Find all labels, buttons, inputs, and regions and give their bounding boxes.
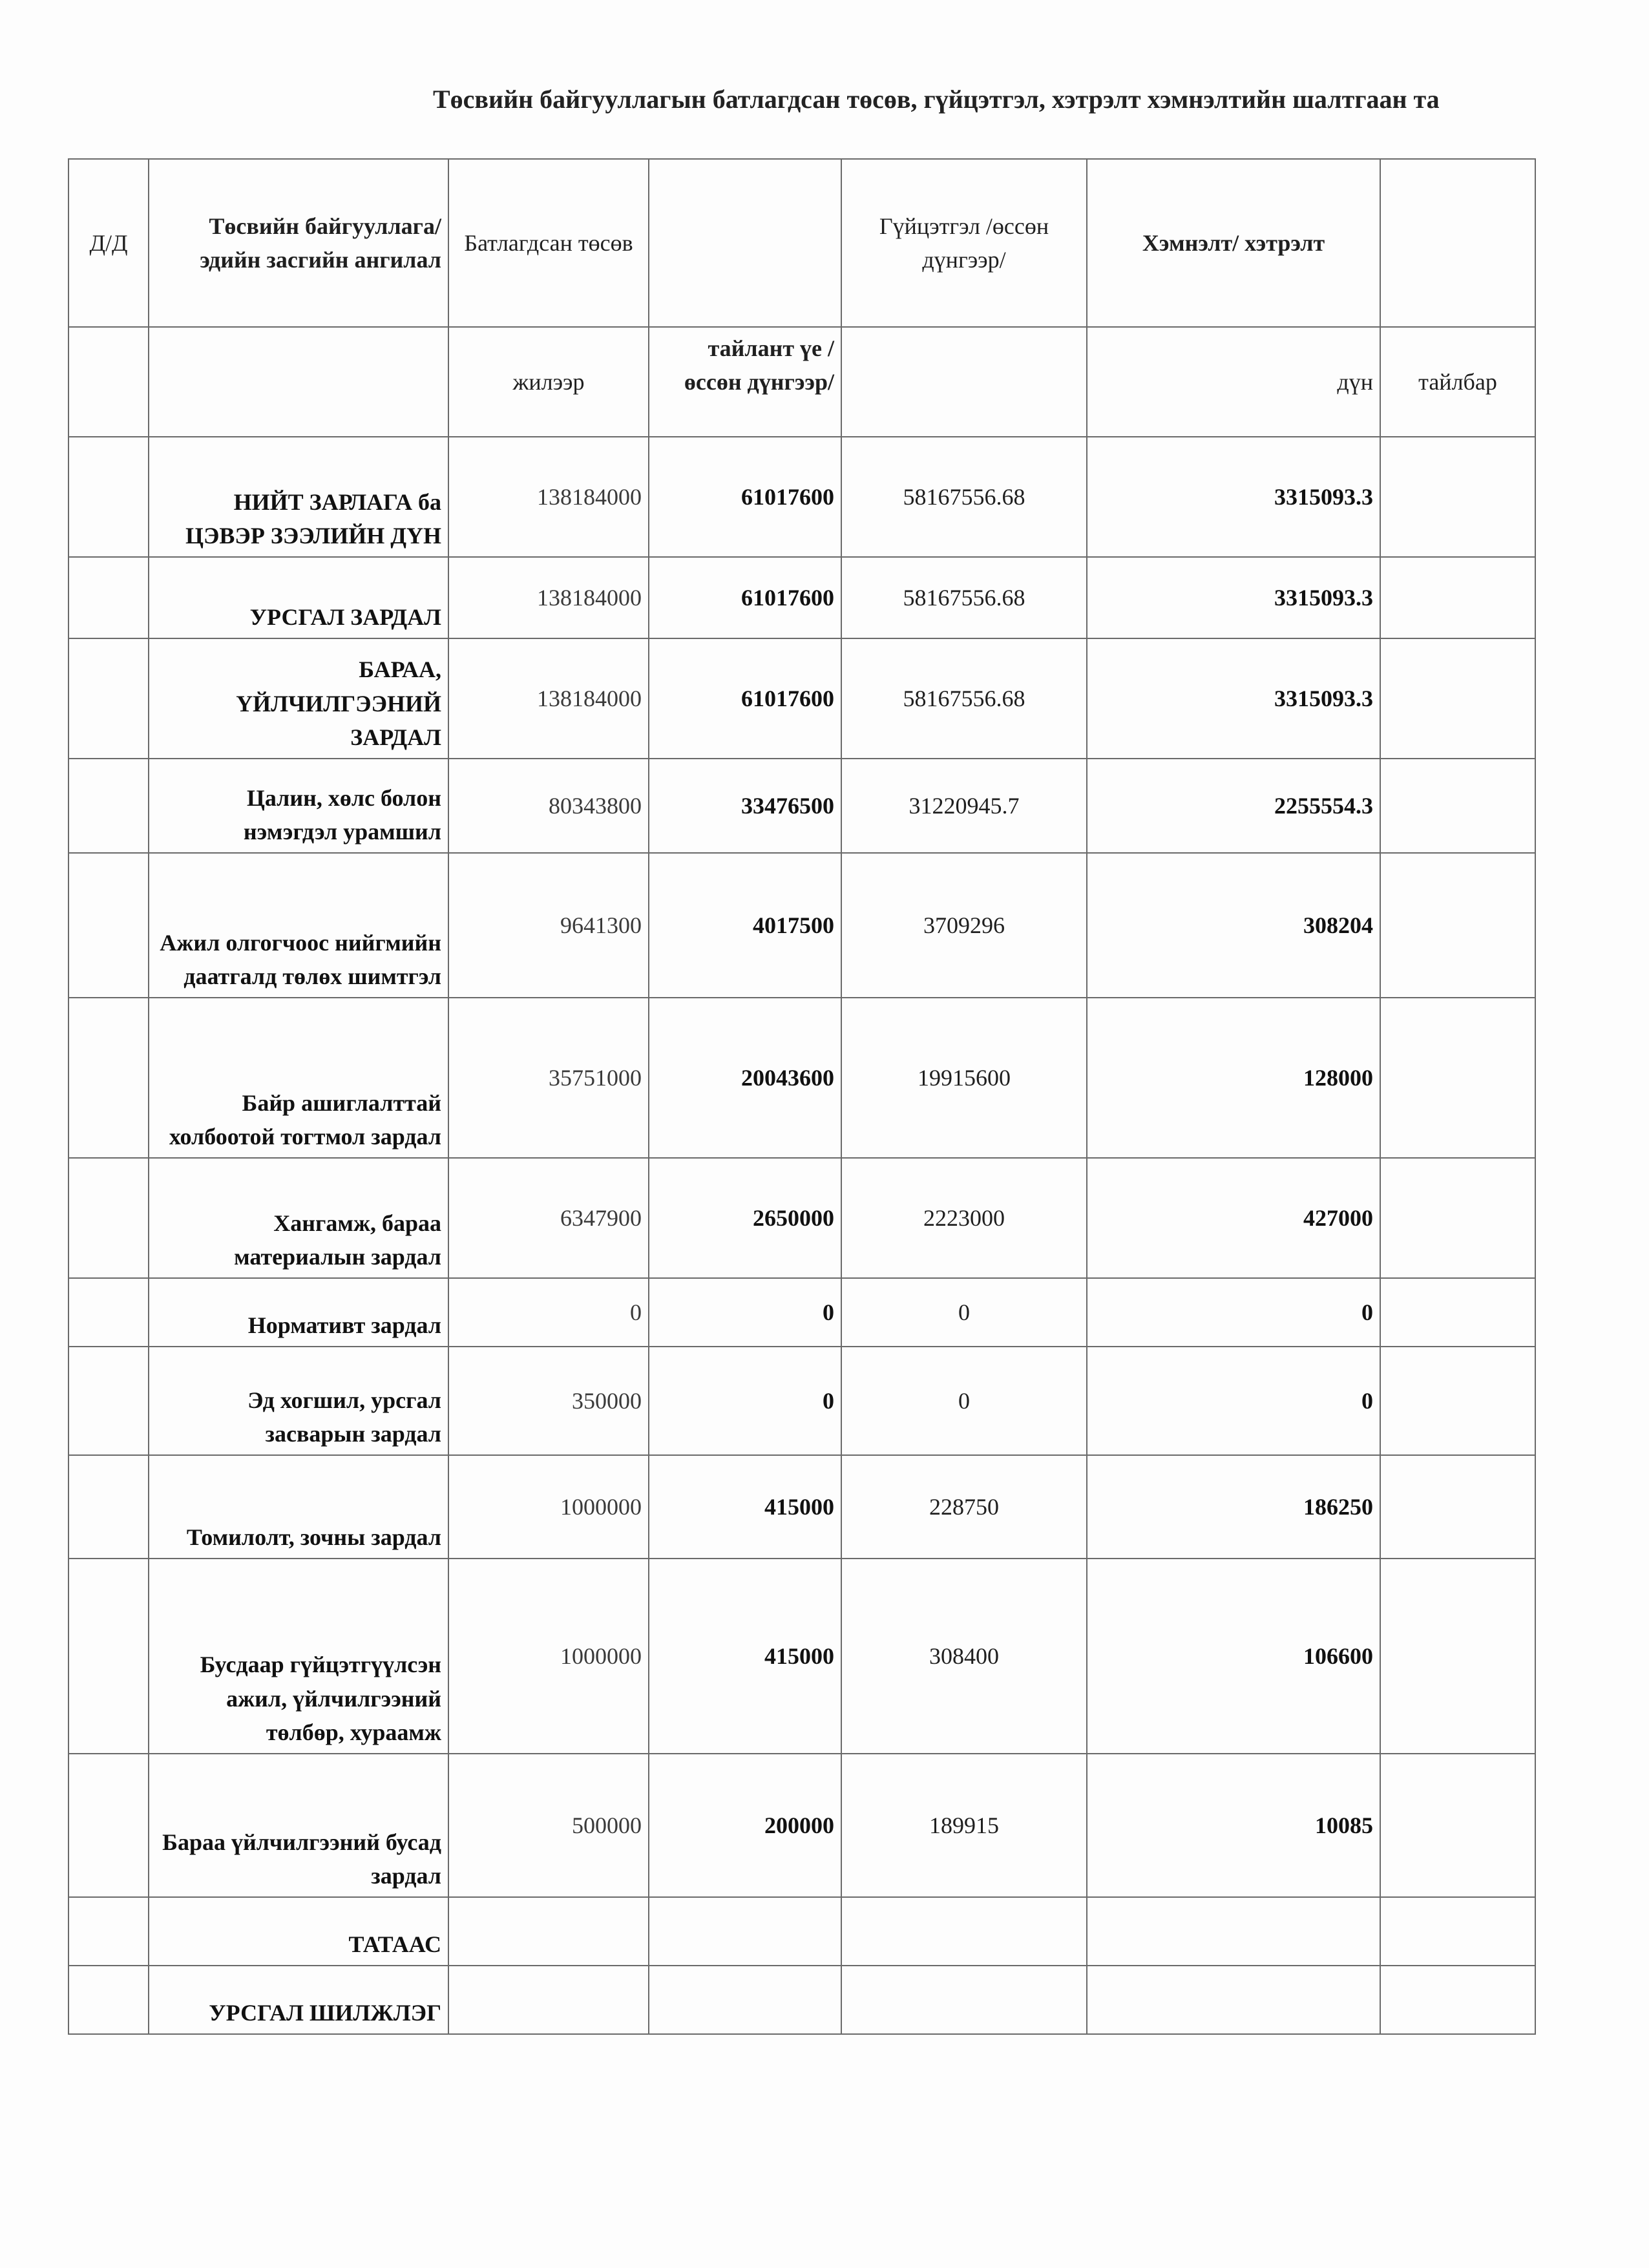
row-yearly	[448, 1897, 649, 1966]
table-row	[68, 1278, 1535, 1347]
row-name: Бусдаар гүйцэтгүүлсэн ажил, үйлчилгээний төлбөр, хураамж	[149, 1559, 448, 1754]
row-yearly: 0	[448, 1278, 649, 1347]
row-yearly	[448, 1966, 649, 2034]
row-execution: 58167556.68	[841, 557, 1087, 638]
row-saving: 3315093.3	[1087, 638, 1380, 759]
row-name: Байр ашиглалттай холбоотой тогтмол зардал	[149, 998, 448, 1158]
header-empty	[68, 327, 149, 437]
row-period: 61017600	[649, 557, 841, 638]
page-title: Төсвийн байгууллагын батлагдсан төсөв, гүйцэтгэл, хэтрэлт хэмнэлтийн шалтгаан та	[433, 85, 1440, 114]
row-period: 61017600	[649, 437, 841, 557]
row-execution: 19915600	[841, 998, 1087, 1158]
table-row	[68, 1158, 1535, 1278]
row-period: 33476500	[649, 759, 841, 853]
row-execution	[841, 1897, 1087, 1966]
header-yearly: жилээр	[448, 327, 649, 437]
row-execution: 2223000	[841, 1158, 1087, 1278]
row-note	[1380, 437, 1535, 557]
row-yearly: 138184000	[448, 638, 649, 759]
row-saving: 10085	[1087, 1754, 1380, 1897]
row-note	[1380, 557, 1535, 638]
header-row-2	[68, 327, 1535, 437]
row-period: 0	[649, 1278, 841, 1347]
row-saving: 3315093.3	[1087, 437, 1380, 557]
row-note	[1380, 1897, 1535, 1966]
row-dd	[68, 1455, 149, 1559]
row-dd	[68, 759, 149, 853]
row-dd	[68, 998, 149, 1158]
row-period: 2650000	[649, 1158, 841, 1278]
row-dd	[68, 1158, 149, 1278]
row-name: ТАТААС	[149, 1897, 448, 1966]
row-saving: 128000	[1087, 998, 1380, 1158]
row-name: Хангамж, бараа материалын зардал	[149, 1158, 448, 1278]
row-period: 415000	[649, 1455, 841, 1559]
row-execution: 0	[841, 1278, 1087, 1347]
row-saving: 3315093.3	[1087, 557, 1380, 638]
row-period: 4017500	[649, 853, 841, 998]
row-dd	[68, 1559, 149, 1754]
row-saving: 427000	[1087, 1158, 1380, 1278]
header-empty	[841, 327, 1087, 437]
row-yearly: 138184000	[448, 557, 649, 638]
row-note	[1380, 853, 1535, 998]
header-empty	[1380, 159, 1535, 327]
row-saving: 2255554.3	[1087, 759, 1380, 853]
row-period	[649, 1897, 841, 1966]
header-note: тайлбар	[1380, 327, 1535, 437]
row-name: Эд хогшил, урсгал засварын зардал	[149, 1347, 448, 1455]
row-saving	[1087, 1897, 1380, 1966]
header-saving: Хэмнэлт/ хэтрэлт	[1087, 159, 1380, 327]
row-saving: 308204	[1087, 853, 1380, 998]
row-name: УРСГАЛ ЗАРДАЛ	[149, 557, 448, 638]
row-yearly: 1000000	[448, 1559, 649, 1754]
row-note	[1380, 1278, 1535, 1347]
header-row-1	[68, 159, 1535, 327]
row-dd	[68, 1897, 149, 1966]
row-saving: 0	[1087, 1347, 1380, 1455]
budget-table	[68, 158, 1536, 2035]
row-note	[1380, 1559, 1535, 1754]
row-yearly: 1000000	[448, 1455, 649, 1559]
header-period: тайлант үе /өссөн дүнгээр/	[649, 327, 841, 437]
row-execution	[841, 1966, 1087, 2034]
row-note	[1380, 1347, 1535, 1455]
table-row	[68, 1897, 1535, 1966]
row-yearly: 138184000	[448, 437, 649, 557]
row-note	[1380, 998, 1535, 1158]
table-row	[68, 1754, 1535, 1897]
header-dd: Д/Д	[68, 159, 149, 327]
row-period: 0	[649, 1347, 841, 1455]
row-dd	[68, 1966, 149, 2034]
header-empty	[149, 327, 448, 437]
row-execution: 58167556.68	[841, 437, 1087, 557]
row-name: УРСГАЛ ШИЛЖЛЭГ	[149, 1966, 448, 2034]
header-amount: дүн	[1087, 327, 1380, 437]
row-execution: 58167556.68	[841, 638, 1087, 759]
row-note	[1380, 1455, 1535, 1559]
table-row	[68, 437, 1535, 557]
row-note	[1380, 759, 1535, 853]
row-execution: 189915	[841, 1754, 1087, 1897]
table-row	[68, 759, 1535, 853]
row-note	[1380, 1158, 1535, 1278]
table-row	[68, 1966, 1535, 2034]
row-yearly: 80343800	[448, 759, 649, 853]
row-period	[649, 1966, 841, 2034]
row-note	[1380, 1966, 1535, 2034]
table-row	[68, 1455, 1535, 1559]
row-saving: 106600	[1087, 1559, 1380, 1754]
row-name: НИЙТ ЗАРЛАГА ба ЦЭВЭР ЗЭЭЛИЙН ДҮН	[149, 437, 448, 557]
header-name: Төсвийн байгууллага/ эдийн засгийн ангилал	[149, 159, 448, 327]
row-name: Нормативт зардал	[149, 1278, 448, 1347]
row-execution: 0	[841, 1347, 1087, 1455]
row-name: Ажил олгогчоос нийгмийн даатгалд төлөх шимтгэл	[149, 853, 448, 998]
row-dd	[68, 1278, 149, 1347]
row-dd	[68, 638, 149, 759]
row-note	[1380, 638, 1535, 759]
row-saving: 186250	[1087, 1455, 1380, 1559]
row-yearly: 35751000	[448, 998, 649, 1158]
row-yearly: 6347900	[448, 1158, 649, 1278]
table-row	[68, 853, 1535, 998]
row-execution: 3709296	[841, 853, 1087, 998]
header-approved: Батлагдсан төсөв	[448, 159, 649, 327]
row-name: Бараа үйлчилгээний бусад зардал	[149, 1754, 448, 1897]
row-saving	[1087, 1966, 1380, 2034]
row-period: 61017600	[649, 638, 841, 759]
row-dd	[68, 437, 149, 557]
table-row	[68, 1559, 1535, 1754]
row-yearly: 350000	[448, 1347, 649, 1455]
row-dd	[68, 557, 149, 638]
row-yearly: 500000	[448, 1754, 649, 1897]
header-empty	[649, 159, 841, 327]
row-execution: 228750	[841, 1455, 1087, 1559]
header-execution: Гүйцэтгэл /өссөн дүнгээр/	[841, 159, 1087, 327]
row-period: 20043600	[649, 998, 841, 1158]
row-saving: 0	[1087, 1278, 1380, 1347]
row-dd	[68, 1754, 149, 1897]
row-name: Томилолт, зочны зардал	[149, 1455, 448, 1559]
row-yearly: 9641300	[448, 853, 649, 998]
table-row	[68, 638, 1535, 759]
row-execution: 308400	[841, 1559, 1087, 1754]
row-dd	[68, 1347, 149, 1455]
row-name: БАРАА, ҮЙЛЧИЛГЭЭНИЙ ЗАРДАЛ	[149, 638, 448, 759]
table-row	[68, 1347, 1535, 1455]
row-note	[1380, 1754, 1535, 1897]
row-period: 415000	[649, 1559, 841, 1754]
row-name: Цалин, хөлс болон нэмэгдэл урамшил	[149, 759, 448, 853]
table-row	[68, 557, 1535, 638]
row-period: 200000	[649, 1754, 841, 1897]
row-dd	[68, 853, 149, 998]
table-row	[68, 998, 1535, 1158]
row-execution: 31220945.7	[841, 759, 1087, 853]
